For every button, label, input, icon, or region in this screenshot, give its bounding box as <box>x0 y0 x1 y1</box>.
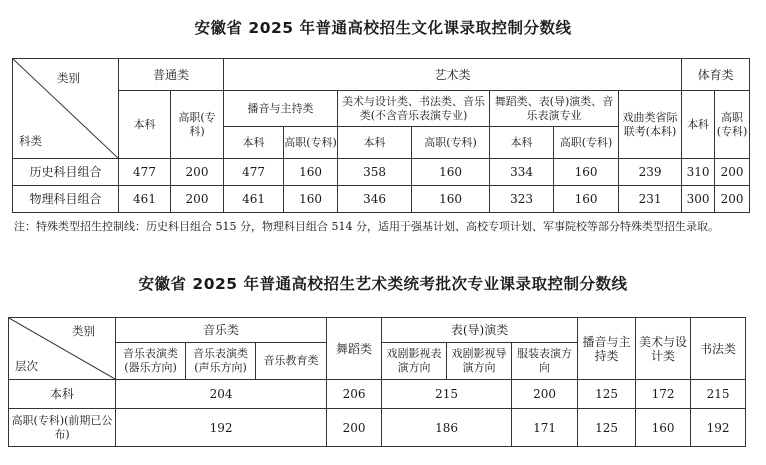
table1-corner-category-label: 类别 <box>57 71 80 85</box>
table-cell: 206 <box>327 380 382 409</box>
table-cell: 200 <box>715 159 750 186</box>
table-cell: 215 <box>691 380 746 409</box>
table-cell: 346 <box>338 186 412 213</box>
table-cell: 300 <box>682 186 715 213</box>
group-header-sports: 体育类 <box>682 59 750 91</box>
header-dance-bachelor: 本科 <box>490 127 554 159</box>
page-title-culture: 安徽省 2025 年普通高校招生文化课录取控制分数线 <box>194 19 572 37</box>
table-cell: 461 <box>119 186 171 213</box>
header-broadcasting-vocational: 高职(专科) <box>284 127 338 159</box>
table-cell: 239 <box>619 159 682 186</box>
header-music-instrumental: 音乐表演类(器乐方向) <box>116 343 186 380</box>
table-cell: 231 <box>619 186 682 213</box>
table-row <box>9 409 746 447</box>
table-cell: 200 <box>171 159 224 186</box>
table-cell: 186 <box>382 409 512 447</box>
table-cell: 477 <box>224 159 284 186</box>
header-fine-art-bachelor: 本科 <box>338 127 412 159</box>
table-cell: 461 <box>224 186 284 213</box>
row-label-bachelor: 本科 <box>9 380 116 409</box>
culture-score-table <box>12 58 750 213</box>
table-cell: 200 <box>171 186 224 213</box>
group-header-dance: 舞蹈类 <box>327 318 382 380</box>
table-cell: 125 <box>578 409 636 447</box>
table-cell: 358 <box>338 159 412 186</box>
row-label-history: 历史科目组合 <box>13 159 119 186</box>
table-row <box>13 186 750 213</box>
header-drama-directing: 戏剧影视导演方向 <box>447 343 512 380</box>
group-header-music: 音乐类 <box>116 318 327 343</box>
table-cell: 192 <box>116 409 327 447</box>
table-cell: 334 <box>490 159 554 186</box>
header-opera-joint-exam: 戏曲类省际联考(本科) <box>619 91 682 159</box>
table-cell: 200 <box>327 409 382 447</box>
table-cell: 310 <box>682 159 715 186</box>
table-cell: 477 <box>119 159 171 186</box>
table-cell: 200 <box>512 380 578 409</box>
header-broadcasting: 播音与主持类 <box>224 91 338 127</box>
table1-corner-subject-label: 科类 <box>19 134 42 148</box>
table-cell: 171 <box>512 409 578 447</box>
art-major-score-table <box>8 317 746 447</box>
table-cell: 125 <box>578 380 636 409</box>
header-music-education: 音乐教育类 <box>256 343 327 380</box>
group-header-fine-art: 美术与设计类 <box>636 318 691 380</box>
header-general-bachelor: 本科 <box>119 91 171 159</box>
header-dance-drama-music-performance: 舞蹈类、表(导)演类、音乐表演专业 <box>490 91 619 127</box>
table-cell: 160 <box>554 159 619 186</box>
table-cell: 160 <box>636 409 691 447</box>
table2-corner-cell <box>9 318 116 380</box>
group-header-drama: 表(导)演类 <box>382 318 578 343</box>
row-label-physics: 物理科目组合 <box>13 186 119 213</box>
table-cell: 160 <box>412 159 490 186</box>
table2-corner-category-label: 类别 <box>72 324 95 338</box>
table-row <box>9 380 746 409</box>
table-cell: 215 <box>382 380 512 409</box>
group-header-art: 艺术类 <box>224 59 682 91</box>
table-cell: 160 <box>554 186 619 213</box>
table-cell: 160 <box>412 186 490 213</box>
special-admission-note: 注：特殊类型招生控制线：历史科目组合 515 分，物理科目组合 514 分，适用于强基计划、高校专项计划、军事院校等部分特殊类型招生录取。 <box>14 220 719 233</box>
table-cell: 200 <box>715 186 750 213</box>
table-cell: 192 <box>691 409 746 447</box>
header-broadcasting-bachelor: 本科 <box>224 127 284 159</box>
table-cell: 323 <box>490 186 554 213</box>
page-title-art-major: 安徽省 2025 年普通高校招生艺术类统考批次专业课录取控制分数线 <box>138 275 628 293</box>
group-header-broadcasting: 播音与主持类 <box>578 318 636 380</box>
group-header-calligraphy: 书法类 <box>691 318 746 380</box>
table-cell: 160 <box>284 159 338 186</box>
header-fine-art-vocational: 高职(专科) <box>412 127 490 159</box>
table-cell: 160 <box>284 186 338 213</box>
header-music-vocal: 音乐表演类(声乐方向) <box>186 343 256 380</box>
table2-corner-level-label: 层次 <box>15 359 38 373</box>
table1-corner-cell <box>13 59 119 159</box>
header-sports-vocational: 高职(专科) <box>715 91 750 159</box>
row-label-vocational: 高职(专科)(前期已公布) <box>9 409 116 447</box>
header-dance-vocational: 高职(专科) <box>554 127 619 159</box>
header-fashion-performance: 服装表演方向 <box>512 343 578 380</box>
header-general-vocational: 高职(专科) <box>171 91 224 159</box>
table-cell: 204 <box>116 380 327 409</box>
header-sports-bachelor: 本科 <box>682 91 715 159</box>
group-header-general: 普通类 <box>119 59 224 91</box>
header-drama-acting: 戏剧影视表演方向 <box>382 343 447 380</box>
table-row <box>13 159 750 186</box>
header-fine-art-calligraphy-music: 美术与设计类、书法类、音乐类(不含音乐表演专业) <box>338 91 490 127</box>
table-cell: 172 <box>636 380 691 409</box>
